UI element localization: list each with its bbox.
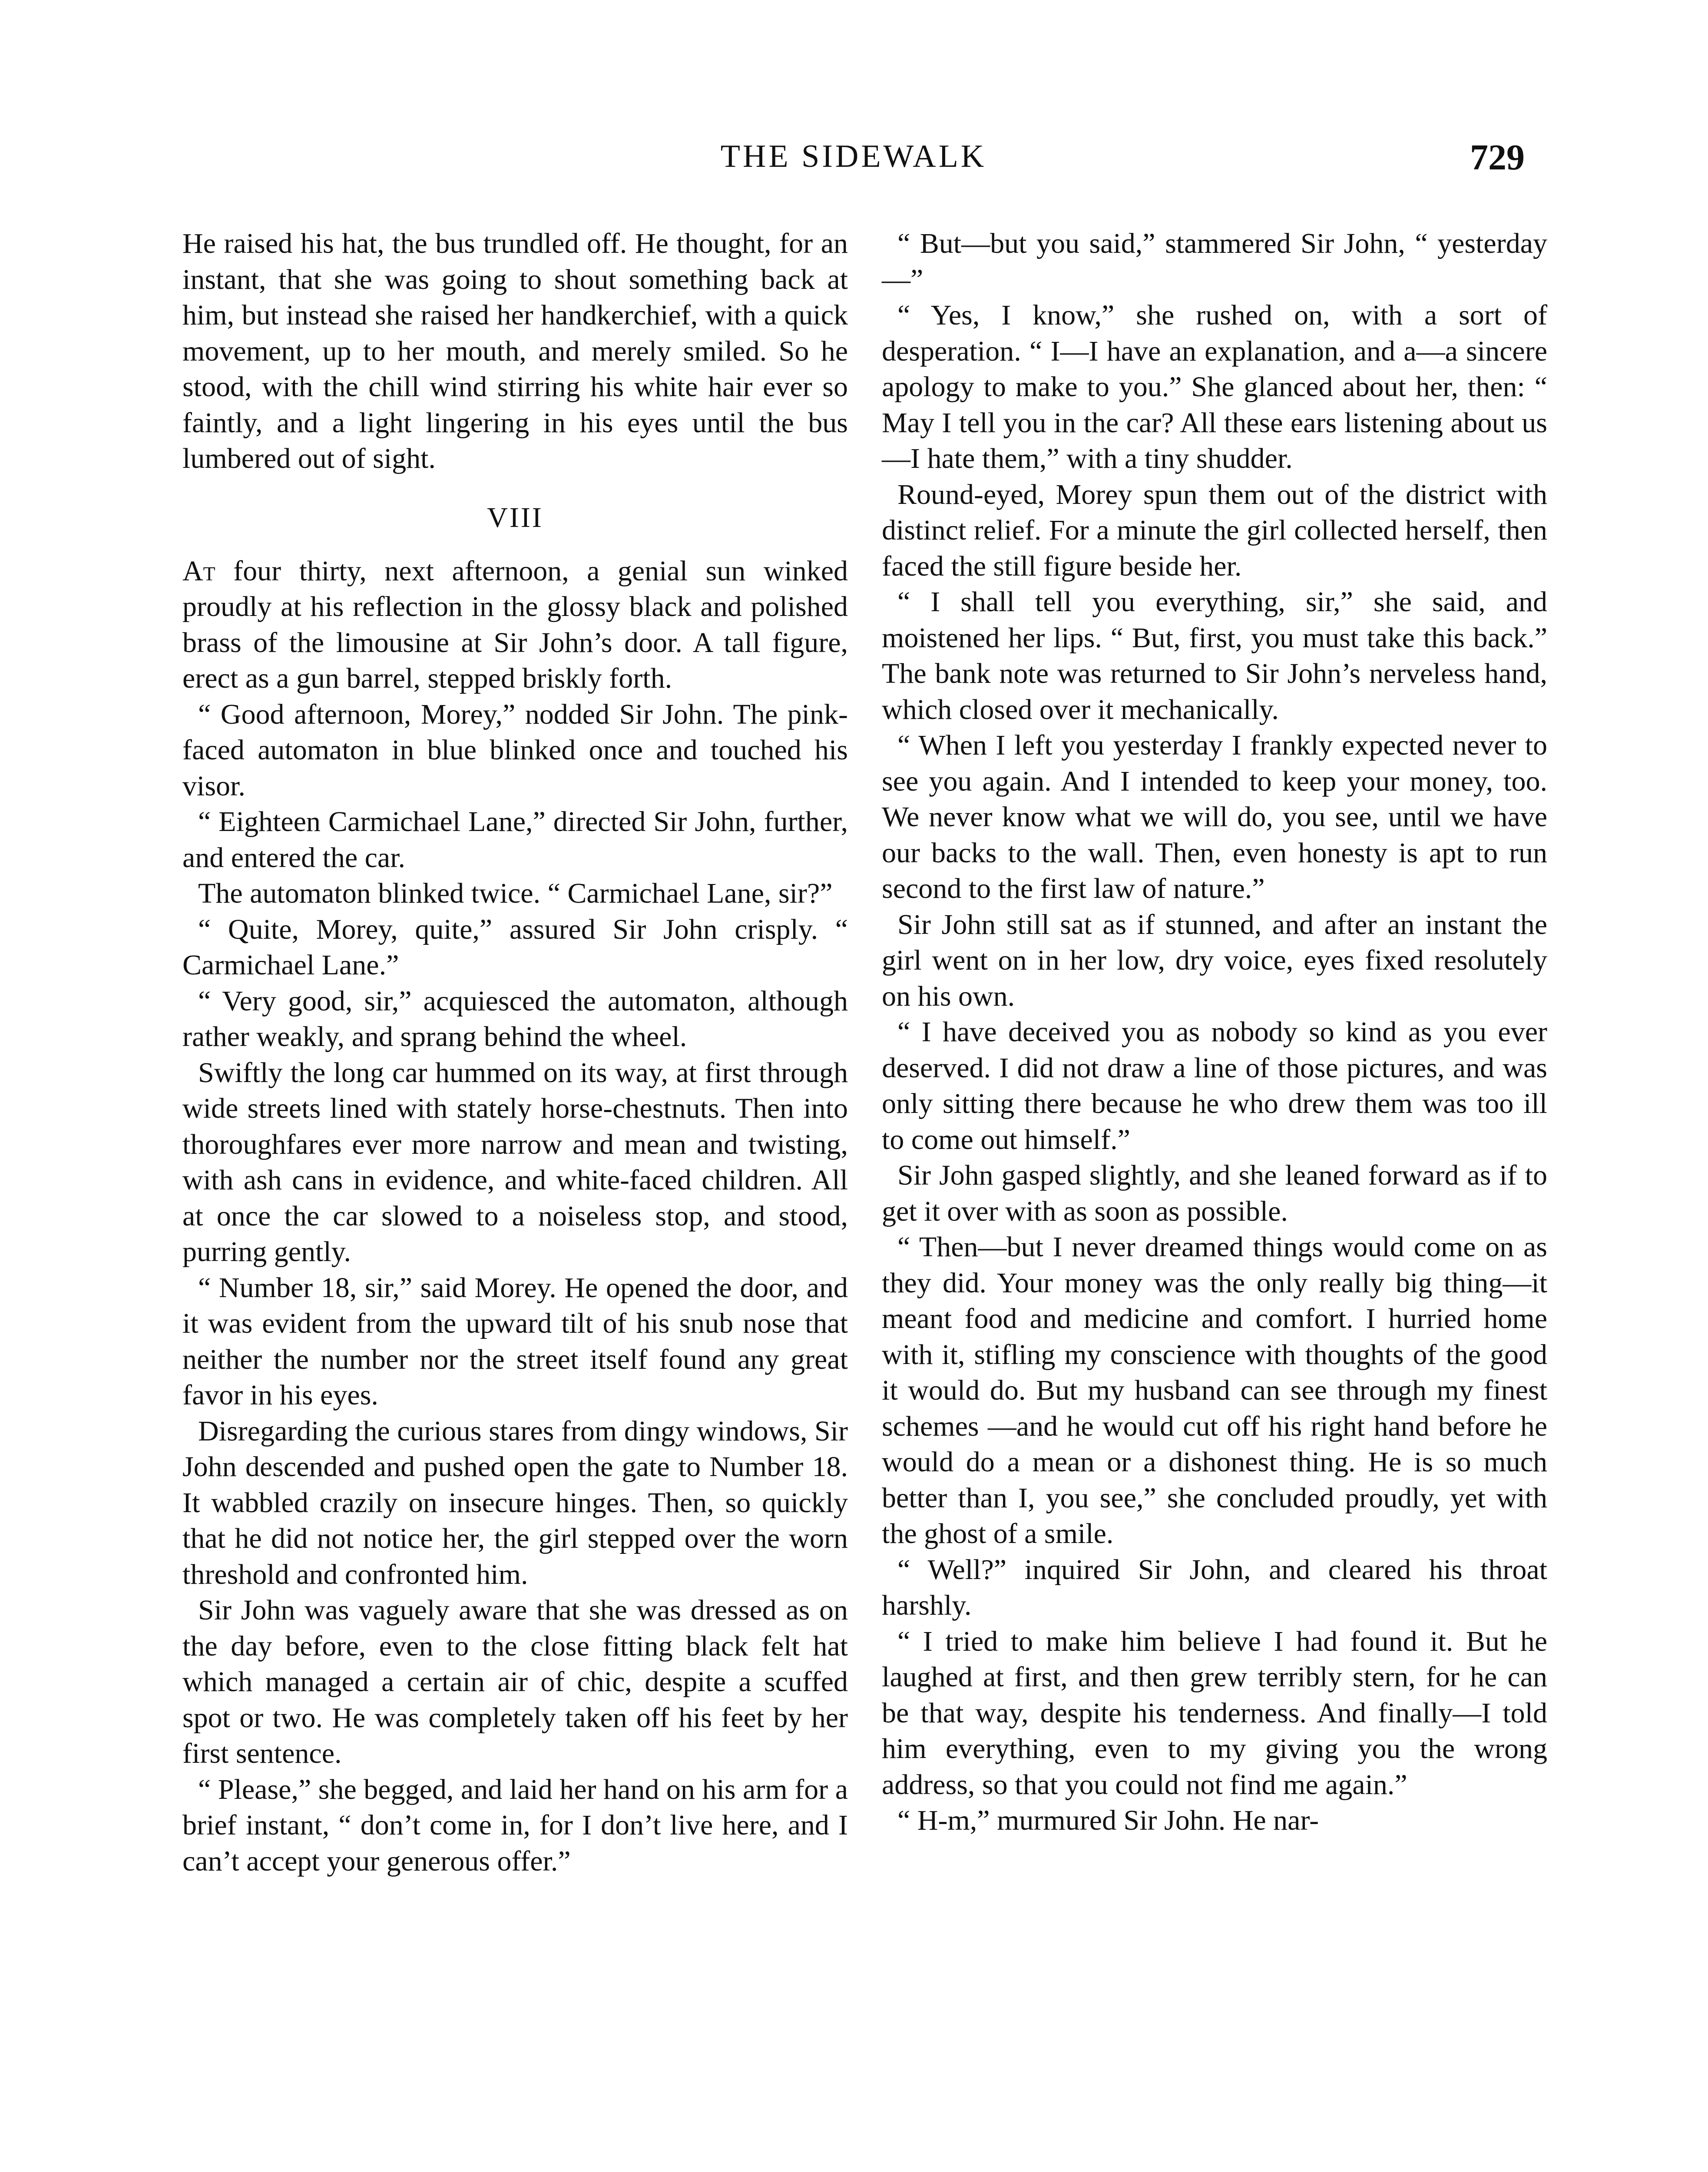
right-column bbox=[882, 226, 1547, 1839]
paragraph: “ I tried to make him believe I had found it. But he laughed at first, and then grew terribly stern, for he can be that way, despite his tenderness. And finally—I told him everything, even to my giving you the wrong address, so that you could not find me again.” bbox=[882, 1625, 1547, 1801]
paragraph: “ Very good, sir,” acquiesced the automaton, although rather weakly, and sprang behind the wheel. bbox=[182, 985, 848, 1053]
paragraph: “ Quite, Morey, quite,” assured Sir John crisply. “ Carmichael Lane.” bbox=[182, 913, 848, 981]
running-title: THE SIDEWALK bbox=[720, 139, 987, 174]
paragraph: “ When I left you yesterday I frankly expected never to see you again. And I intended to keep your money, too. We never know what we will do, you see, until we have our backs to the wall. Then, even honesty is apt to run second to the first law of nature.” bbox=[882, 729, 1547, 904]
paragraph: “ Please,” she begged, and laid her hand on his arm for a brief instant, “ don’t come in, for I don’t live here, and I can’t accept your generous offer.” bbox=[182, 1773, 848, 1877]
paragraph: He raised his hat, the bus trundled off. He thought, for an instant, that she was going to shout something back at him, but instead she raised her handkerchief, with a quick movement, up to her mouth, and merely smiled. So he stood, with the chill wind stirring his white hair ever so faintly, and a light lingering in his eyes until the bus lumbered out of sight. bbox=[182, 228, 848, 474]
section-heading: VIII bbox=[487, 501, 543, 533]
paragraph: “ H-m,” murmured Sir John. He nar- bbox=[897, 1804, 1319, 1836]
paragraph: “ Then—but I never dreamed things would come on as they did. Your money was the only really big thing—it meant food and medicine and comfort. I hurried home with it, stifling my conscience with thoughts of the good it would do. But my husband can see through my finest schemes —and he would cut off his right hand before he would do a mean or a dishonest thing. He is so much better than I, you see,” she concluded proudly, yet with the ghost of a smile. bbox=[882, 1231, 1547, 1550]
paragraph-text: four thirty, next afternoon, a genial sun winked proudly at his reflection in the glossy black and polished brass of the limousine at Sir John’s door. A tall figure, erect as a gun barrel, stepped briskly forth. bbox=[182, 555, 848, 694]
paragraph: The automaton blinked twice. “ Carmichael Lane, sir?” bbox=[198, 877, 833, 909]
paragraph: Disregarding the curious stares from dingy windows, Sir John descended and pushed open the gate to Number 18. It wabbled crazily on insecure hinges. Then, so quickly that he did not notice her, the girl stepped over the worn threshold and confronted him. bbox=[182, 1415, 848, 1590]
paragraph: “ But—but you said,” stammered Sir John, “ yesterday—” bbox=[882, 228, 1547, 295]
paragraph: “ Well?” inquired Sir John, and cleared his throat harshly. bbox=[882, 1553, 1547, 1621]
page-number: 729 bbox=[1470, 137, 1525, 178]
paragraph: “ Yes, I know,” she rushed on, with a sort of desperation. “ I—I have an explanation, and a—a sincere apology to make to you.” She glanced about her, then: “ May I tell you in the car? All these ears listening about us—I hate them,” with a tiny shudder. bbox=[882, 299, 1547, 474]
paragraph: Sir John still sat as if stunned, and after an instant the girl went on in her low, dry voice, eyes fixed resolutely on his own. bbox=[882, 908, 1547, 1012]
paragraph: “ Eighteen Carmichael Lane,” directed Sir John, further, and entered the car. bbox=[182, 806, 848, 874]
page-header bbox=[182, 138, 1525, 186]
paragraph: Sir John gasped slightly, and she leaned forward as if to get it over with as soon as possible. bbox=[882, 1159, 1547, 1227]
paragraph: “ I have deceived you as nobody so kind as you ever deserved. I did not draw a line of those pictures, and was only sitting there because he who drew them was too ill to come out himself.” bbox=[882, 1016, 1547, 1156]
paragraph: “ I shall tell you everything, sir,” she said, and moistened her lips. “ But, first, you must take this back.” The bank note was returned to Sir John’s nerveless hand, which closed over it mechanically. bbox=[882, 586, 1547, 725]
left-column bbox=[182, 226, 848, 1879]
drop-lead-word: At bbox=[182, 555, 215, 587]
paragraph: “ Number 18, sir,” said Morey. He opened the door, and it was evident from the upward tilt of his snub nose that neither the number nor the street itself found any great favor in his eyes. bbox=[182, 1271, 848, 1411]
paragraph: Round-eyed, Morey spun them out of the district with distinct relief. For a minute the girl collected herself, then faced the still figure beside her. bbox=[882, 478, 1547, 582]
paragraph: Sir John was vaguely aware that she was dressed as on the day before, even to the close fitting black felt hat which managed a certain air of chic, despite a scuffed spot or two. He was completely taken off his feet by her first sentence. bbox=[182, 1594, 848, 1769]
paragraph: Swiftly the long car hummed on its way, at first through wide streets lined with stately horse-chestnuts. Then into thoroughfares ever more narrow and mean and twisting, with ash cans in evidence, and white-faced children. All at once the car slowed to a noiseless stop, and stood, purring gently. bbox=[182, 1056, 848, 1268]
paragraph bbox=[182, 553, 848, 697]
paragraph: “ Good afternoon, Morey,” nodded Sir John. The pink-faced automaton in blue blinked once and touched his visor. bbox=[182, 698, 848, 802]
